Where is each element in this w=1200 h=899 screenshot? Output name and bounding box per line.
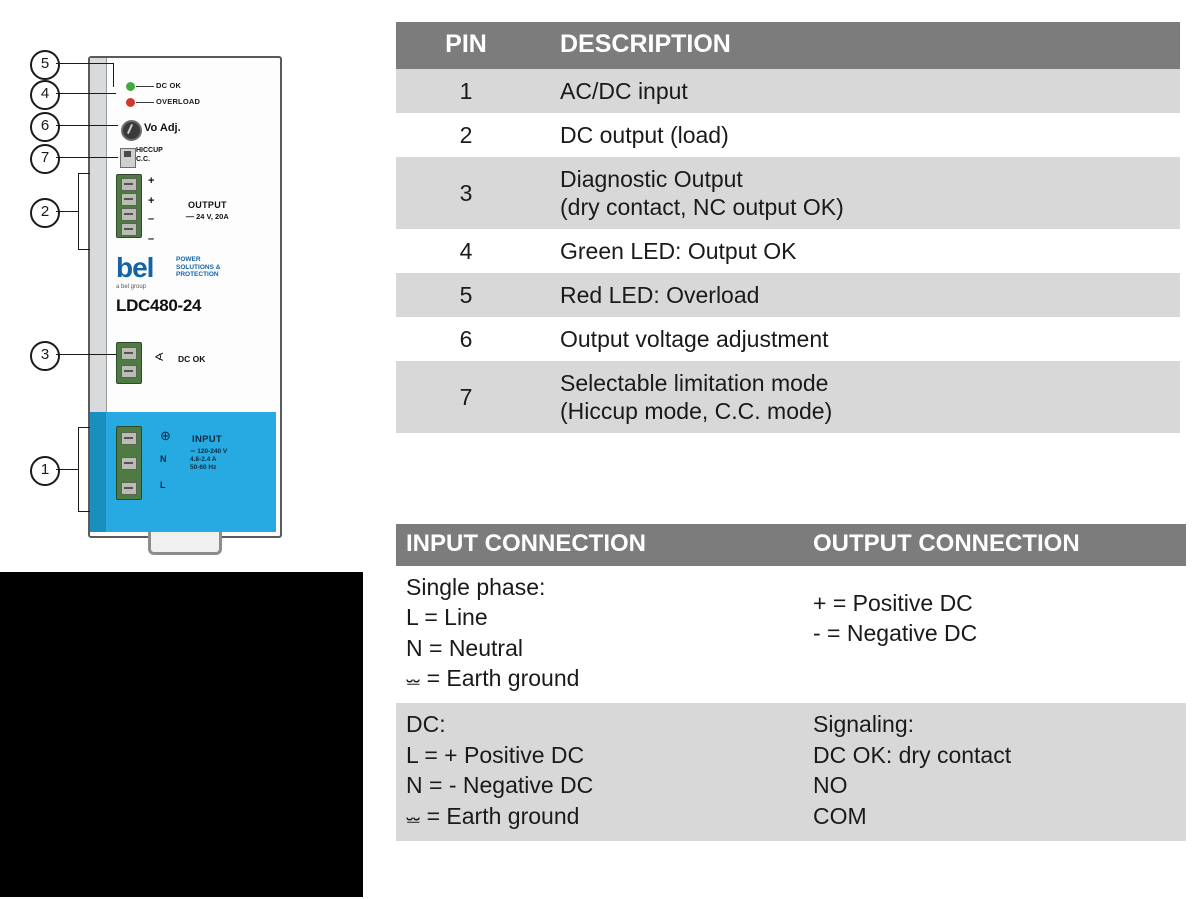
input-line-2: L = + Positive DC bbox=[406, 741, 585, 768]
output-connection-cell bbox=[791, 703, 1186, 840]
callout-1: 1 bbox=[30, 456, 60, 486]
brand-logo: bel bbox=[116, 252, 154, 283]
desc-line-1: AC/DC input bbox=[560, 78, 688, 104]
callout-leader bbox=[56, 211, 78, 212]
dc-ok-symbol-icon: ∢ bbox=[154, 350, 165, 364]
input-line-2: L = Line bbox=[406, 604, 488, 631]
table-row bbox=[396, 113, 1180, 157]
led-leader-line bbox=[136, 86, 154, 87]
terminal-screw bbox=[121, 347, 137, 360]
output-line-2: - = Negative DC bbox=[813, 620, 978, 647]
hiccup-cc-label bbox=[136, 146, 163, 164]
output-plus-mark-1: + bbox=[148, 175, 155, 187]
cc-text: C.C. bbox=[136, 156, 150, 163]
callout-leader bbox=[56, 354, 116, 355]
dc-ok-terminal-block bbox=[116, 342, 142, 384]
input-line-4-text: = Earth ground bbox=[426, 665, 580, 692]
input-line-1: DC: bbox=[406, 711, 446, 738]
input-spec-line1: ∼ 120-240 V bbox=[190, 448, 228, 455]
callout-leader bbox=[56, 157, 118, 158]
callout-leader bbox=[56, 63, 114, 64]
input-line-4-text: = Earth ground bbox=[426, 802, 580, 829]
pin-description bbox=[536, 317, 1180, 361]
callout-2: 2 bbox=[30, 198, 60, 228]
pin-number: 3 bbox=[396, 157, 536, 229]
header-output-connection: OUTPUT CONNECTION bbox=[791, 524, 1186, 566]
connection-table bbox=[396, 524, 1186, 841]
table-row bbox=[396, 317, 1180, 361]
input-neutral-label: N bbox=[160, 454, 167, 464]
desc-line-1: Green LED: Output OK bbox=[560, 238, 797, 265]
output-line-2: DC OK: dry contact bbox=[813, 741, 1012, 768]
terminal-screw bbox=[121, 178, 137, 191]
input-line-1: Single phase: bbox=[406, 574, 546, 600]
callout-3: 3 bbox=[30, 341, 60, 371]
terminal-screw bbox=[121, 482, 137, 495]
input-connection-cell bbox=[396, 566, 791, 703]
desc-line-1: Output voltage adjustment bbox=[560, 326, 829, 353]
table-row bbox=[396, 273, 1180, 317]
input-connection-cell bbox=[396, 703, 791, 840]
output-title-label: OUTPUT bbox=[188, 200, 227, 210]
output-minus-mark-2: – bbox=[148, 233, 155, 245]
pin-description bbox=[536, 361, 1180, 433]
pin-description bbox=[536, 69, 1180, 113]
callout-bracket bbox=[78, 511, 90, 512]
header-description: DESCRIPTION bbox=[536, 22, 1180, 69]
output-spec-label: ⎯⎯ 24 V, 20A bbox=[186, 212, 229, 221]
table-header-row bbox=[396, 22, 1180, 69]
terminal-screw bbox=[121, 432, 137, 445]
callout-bracket bbox=[78, 427, 79, 511]
header-input-connection: INPUT CONNECTION bbox=[396, 524, 791, 566]
pin-description bbox=[536, 113, 1180, 157]
output-connection-cell bbox=[791, 566, 1186, 703]
callout-leader bbox=[113, 63, 114, 87]
callout-6: 6 bbox=[30, 112, 60, 142]
output-line-4: COM bbox=[813, 802, 867, 829]
pin-number: 4 bbox=[396, 229, 536, 273]
output-terminal-block bbox=[116, 174, 142, 238]
brand-tagline: POWER SOLUTIONS & PROTECTION bbox=[176, 256, 221, 278]
table-row bbox=[396, 229, 1180, 273]
table-header-row bbox=[396, 524, 1186, 566]
output-line-3: NO bbox=[813, 772, 848, 799]
input-line-4 bbox=[406, 663, 791, 693]
input-title-label: INPUT bbox=[192, 434, 222, 445]
dc-ok-terminal-label: DC OK bbox=[178, 354, 206, 364]
callout-leader bbox=[56, 93, 116, 94]
terminal-screw bbox=[121, 193, 137, 206]
device-model-label: LDC480-24 bbox=[116, 296, 202, 315]
desc-line-2: (Hiccup mode, C.C. mode) bbox=[560, 398, 833, 425]
table-row bbox=[396, 69, 1180, 113]
black-placeholder-block bbox=[0, 572, 363, 897]
input-line-3: N = Neutral bbox=[406, 634, 523, 661]
callout-4: 4 bbox=[30, 80, 60, 110]
pin-number: 7 bbox=[396, 361, 536, 433]
terminal-screw bbox=[121, 365, 137, 378]
output-minus-mark-1: – bbox=[148, 213, 155, 225]
output-line-1: + = Positive DC bbox=[813, 590, 973, 616]
pin-number: 2 bbox=[396, 113, 536, 157]
device-input-rail bbox=[90, 412, 106, 532]
input-line-3: N = - Negative DC bbox=[406, 772, 594, 799]
pin-number: 1 bbox=[396, 69, 536, 113]
terminal-screw bbox=[121, 208, 137, 221]
output-plus-mark-2: + bbox=[148, 195, 155, 207]
led-leader-line bbox=[136, 102, 154, 103]
pin-description bbox=[536, 229, 1180, 273]
pin-number: 5 bbox=[396, 273, 536, 317]
pin-description bbox=[536, 157, 1180, 229]
pin-description bbox=[536, 273, 1180, 317]
green-led-icon bbox=[126, 82, 135, 91]
earth-ground-icon: ⏕ bbox=[406, 668, 421, 694]
output-line-1: Signaling: bbox=[813, 711, 915, 738]
pin-number: 6 bbox=[396, 317, 536, 361]
input-spec-label bbox=[190, 448, 227, 472]
callout-bracket bbox=[78, 427, 90, 428]
desc-line-1: Red LED: Overload bbox=[560, 282, 760, 309]
earth-ground-icon: ⊕ bbox=[160, 428, 171, 443]
terminal-screw bbox=[121, 457, 137, 470]
vo-adjust-label: Vo Adj. bbox=[144, 122, 181, 134]
limitation-mode-switch[interactable] bbox=[120, 148, 136, 168]
input-line-4 bbox=[406, 801, 791, 831]
pin-description-table bbox=[396, 22, 1180, 433]
overload-led-label: OVERLOAD bbox=[156, 97, 201, 106]
terminal-screw bbox=[121, 223, 137, 236]
output-spec-value: 24 V, 20A bbox=[196, 212, 229, 221]
input-terminal-block bbox=[116, 426, 142, 500]
desc-line-1: DC output (load) bbox=[560, 122, 729, 149]
power-supply-device bbox=[88, 56, 278, 534]
vo-adjust-potentiometer[interactable] bbox=[121, 120, 142, 141]
input-spec-line2: 4.8-2.4 A bbox=[190, 456, 217, 463]
callout-7: 7 bbox=[30, 144, 60, 174]
desc-line-2: (dry contact, NC output OK) bbox=[560, 194, 844, 221]
desc-line-1: Diagnostic Output bbox=[560, 166, 743, 193]
table-row bbox=[396, 566, 1186, 703]
red-led-icon bbox=[126, 98, 135, 107]
callout-5: 5 bbox=[30, 50, 60, 80]
header-pin: PIN bbox=[396, 22, 536, 69]
desc-line-1: Selectable limitation mode bbox=[560, 370, 829, 397]
table-row bbox=[396, 703, 1186, 840]
table-row bbox=[396, 157, 1180, 229]
brand-group-label: a bel group bbox=[116, 284, 147, 290]
table-row bbox=[396, 361, 1180, 433]
input-spec-line3: 50-60 Hz bbox=[190, 464, 217, 471]
input-line-label: L bbox=[160, 480, 166, 490]
device-illustration bbox=[0, 0, 372, 899]
callout-bracket bbox=[78, 249, 90, 250]
device-din-foot bbox=[148, 532, 222, 555]
callout-bracket bbox=[78, 173, 79, 249]
callout-bracket bbox=[78, 173, 90, 174]
callout-leader bbox=[56, 469, 78, 470]
callout-leader bbox=[56, 125, 118, 126]
hiccup-text: HICCUP bbox=[136, 147, 163, 154]
dc-ok-led-label: DC OK bbox=[156, 81, 182, 90]
led-indicator-group bbox=[126, 80, 256, 114]
earth-ground-icon: ⏕ bbox=[406, 805, 421, 831]
